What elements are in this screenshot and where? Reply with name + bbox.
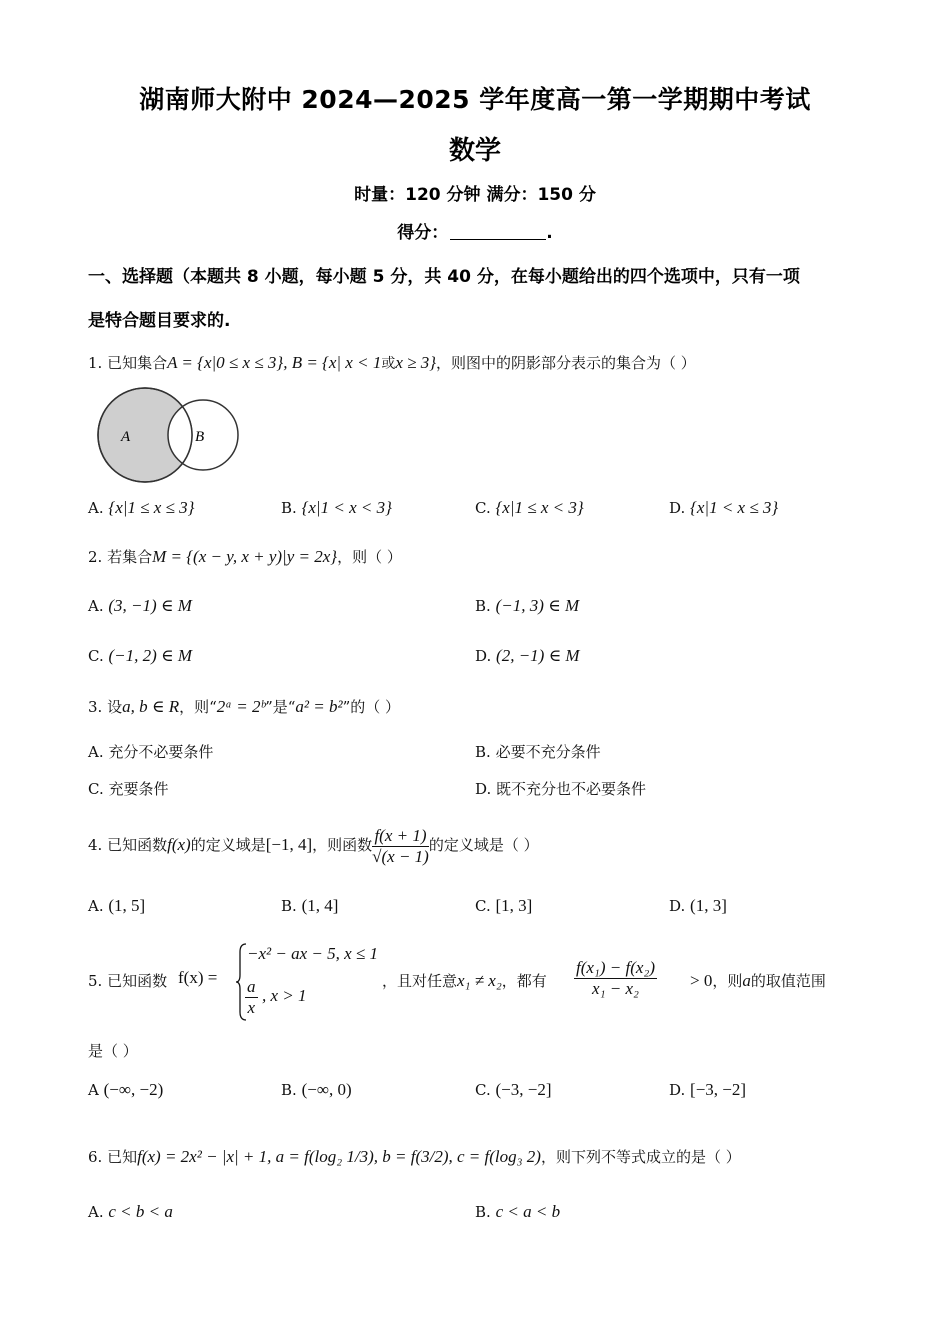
question-number: 3. bbox=[88, 698, 103, 716]
question-number: 5. bbox=[88, 972, 103, 990]
question-text: ，则图中的阴影部分表示的集合为（ ） bbox=[436, 354, 696, 372]
math-expression: , B = {x| x < 1 bbox=[283, 353, 382, 372]
option-3b[interactable]: B. 必要不充分条件 bbox=[475, 743, 601, 761]
math-expression: f(x) bbox=[167, 835, 191, 854]
math-expression: A = {x|0 ≤ x ≤ 3} bbox=[167, 353, 284, 372]
option-5a[interactable]: A (−∞, −2) bbox=[88, 1080, 164, 1099]
exam-title: 湖南师大附中 2024—2025 学年度高一第一学期期中考试 bbox=[139, 85, 811, 114]
question-number: 1. bbox=[88, 354, 103, 372]
score-tail: . bbox=[546, 223, 553, 243]
question-number: 2. bbox=[88, 548, 103, 566]
question-6 bbox=[88, 1146, 741, 1167]
question-1 bbox=[88, 352, 696, 373]
question-text: 设 bbox=[107, 698, 123, 716]
score-line bbox=[0, 218, 950, 243]
question-text: 已知函数 bbox=[107, 972, 168, 990]
option-2c[interactable]: C. (−1, 2) ∈ M bbox=[88, 646, 193, 665]
piecewise-case-2-fraction: $\frac{a}{x}$ bbox=[247, 977, 256, 1017]
option-4c[interactable]: C. [1, 3] bbox=[475, 896, 533, 915]
question-5-body bbox=[382, 970, 547, 991]
fraction: $\frac{\text{f(x₁) − f(x₂)}}{\text{x₁ − x₂}}$ bbox=[576, 958, 655, 998]
option-1b[interactable]: B. {x|1 < x < 3} bbox=[281, 498, 392, 517]
venn-label-b: B bbox=[195, 429, 205, 445]
question-text: 若集合 bbox=[107, 548, 153, 566]
option-2d[interactable]: D. (2, −1) ∈ M bbox=[475, 646, 580, 665]
fraction: $\frac{f(x + 1)}{√(x - 1)}$ bbox=[372, 825, 429, 866]
question-4 bbox=[88, 820, 539, 870]
math-expression: f(x) = bbox=[178, 968, 218, 987]
option-4d[interactable]: D. (1, 3] bbox=[669, 896, 727, 915]
math-expression: f(x) = 2x² − |x| + 1, a = f(log₂ 1/3), b = f(3/2), c = f(log₃ 2) bbox=[137, 1147, 541, 1166]
question-number: 6. bbox=[88, 1148, 103, 1166]
question-text: ”是“ bbox=[265, 698, 296, 716]
option-1c[interactable]: C. {x|1 ≤ x < 3} bbox=[475, 498, 584, 517]
question-text: 的取值范围 bbox=[750, 972, 826, 990]
question-5-line2: 是（ ） bbox=[88, 1042, 138, 1060]
question-text: ，都有 bbox=[501, 972, 547, 990]
section-heading-line1: 一、选择题（本题共 8 小题，每小题 5 分，共 40 分，在每小题给出的四个选项中，只有一项 bbox=[88, 267, 800, 287]
option-4a[interactable]: A. (1, 5] bbox=[88, 896, 146, 915]
math-expression: a² = b² bbox=[295, 697, 343, 716]
piecewise-case-2-cond: , x > 1 bbox=[262, 986, 307, 1005]
question-text: 或 bbox=[381, 356, 396, 372]
option-2a[interactable]: A. (3, −1) ∈ M bbox=[88, 596, 192, 615]
option-3c[interactable]: C. 充要条件 bbox=[88, 780, 169, 798]
question-5-lead bbox=[88, 970, 167, 991]
question-2 bbox=[88, 546, 402, 567]
piecewise-case-1: −x² − ax − 5, x ≤ 1 bbox=[247, 944, 378, 963]
question-text: ，则下列不等式成立的是（ ） bbox=[540, 1148, 741, 1166]
option-4b[interactable]: B. (1, 4] bbox=[281, 896, 339, 915]
option-6a[interactable]: A. c < b < a bbox=[88, 1202, 173, 1221]
question-text: 已知 bbox=[107, 1148, 138, 1166]
math-expression: a, b ∈ R bbox=[122, 697, 180, 716]
option-5c[interactable]: C. (−3, −2] bbox=[475, 1080, 552, 1099]
math-expression: x ≥ 3} bbox=[395, 353, 437, 372]
option-3a[interactable]: A. 充分不必要条件 bbox=[88, 743, 214, 761]
option-5d[interactable]: D. [−3, −2] bbox=[669, 1080, 747, 1099]
option-1a[interactable]: A. {x|1 ≤ x ≤ 3} bbox=[88, 498, 195, 517]
question-text: 的定义域是（ ） bbox=[428, 836, 539, 854]
math-expression: > 0 bbox=[690, 971, 713, 990]
math-expression: [−1, 4] bbox=[265, 835, 313, 854]
question-text: ”的（ ） bbox=[342, 698, 401, 716]
exam-meta: 时量：120 分钟 满分：150 分 bbox=[354, 185, 596, 205]
question-text: ，则（ ） bbox=[337, 548, 402, 566]
venn-diagram bbox=[85, 385, 245, 485]
question-number: 4. bbox=[88, 836, 103, 854]
question-3 bbox=[88, 696, 400, 717]
math-expression: x₁ ≠ x₂ bbox=[457, 971, 502, 990]
math-expression: a bbox=[742, 971, 751, 990]
option-6b[interactable]: B. c < a < b bbox=[475, 1202, 561, 1221]
section-heading-line2: 是特合题目要求的. bbox=[88, 311, 231, 331]
question-text: 已知集合 bbox=[107, 354, 168, 372]
option-5b[interactable]: B. (−∞, 0) bbox=[281, 1080, 352, 1099]
question-text: 的定义域是 bbox=[190, 836, 266, 854]
venn-label-a: A bbox=[121, 429, 131, 445]
exam-subject: 数学 bbox=[448, 136, 501, 166]
question-text: ，则 bbox=[712, 972, 743, 990]
question-text: ，则“ bbox=[179, 698, 217, 716]
option-3d[interactable]: D. 既不充分也不必要条件 bbox=[475, 780, 647, 798]
question-text: ，且对任意 bbox=[382, 972, 458, 990]
question-text: ，则函数 bbox=[312, 836, 373, 854]
option-2b[interactable]: B. (−1, 3) ∈ M bbox=[475, 596, 580, 615]
option-1d[interactable]: D. {x|1 < x ≤ 3} bbox=[669, 498, 779, 517]
score-label: 得分： bbox=[397, 223, 449, 243]
score-blank[interactable] bbox=[450, 225, 546, 240]
question-text: 已知函数 bbox=[107, 836, 168, 854]
math-expression: 2ᵃ = 2ᵇ bbox=[216, 697, 266, 716]
math-expression: M = {(x − y, x + y)|y = 2x} bbox=[152, 547, 338, 566]
question-5-tail bbox=[690, 970, 826, 991]
